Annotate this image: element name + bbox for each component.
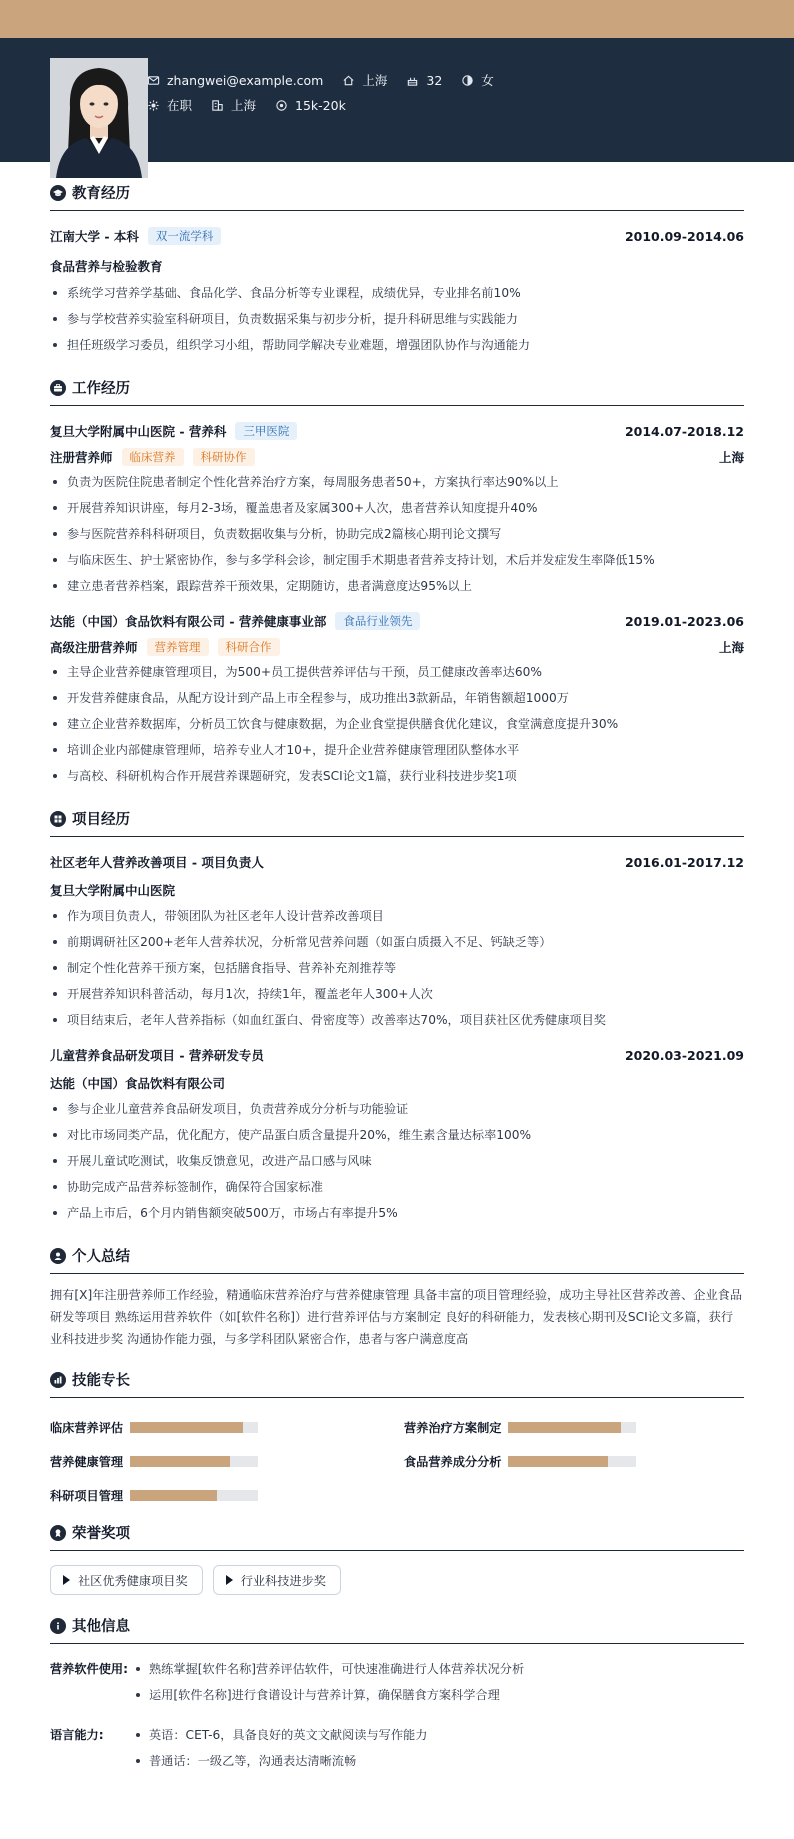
contact-text: 上海	[362, 73, 388, 88]
other-info-bullets	[133, 1656, 524, 1708]
project-bullet: 参与企业儿童营养食品研发项目，负责营养成分分析与功能验证	[50, 1096, 744, 1122]
project-bullets	[50, 903, 744, 1033]
contact-text: 32	[426, 72, 443, 88]
education-section-title: 教育经历	[50, 182, 744, 211]
project-name: 社区老年人营养改善项目 - 项目负责人	[50, 855, 264, 870]
education-entry	[50, 227, 744, 358]
work-bullet: 开发营养健康食品，从配方设计到产品上市全程参与，成功推出3款新品，年销售额超1000万	[50, 685, 744, 711]
project-org: 达能（中国）食品饮料有限公司	[50, 1076, 226, 1091]
contact-row-1	[146, 71, 512, 89]
work-list	[50, 422, 744, 789]
work-date: 2019.01-2023.06	[624, 613, 744, 629]
work-bullets	[50, 659, 744, 789]
graduation-cap-icon	[50, 185, 66, 201]
skill-bar	[508, 1456, 636, 1467]
contact-item	[146, 96, 192, 114]
work-bullet: 建立企业营养数据库，分析员工饮食与健康数据，为企业食堂提供膳食优化建议，食堂满意度提升30%	[50, 711, 744, 737]
project-bullet: 产品上市后，6个月内销售额突破500万，市场占有率提升5%	[50, 1200, 744, 1226]
skills-section-title: 技能专长	[50, 1369, 744, 1398]
gender-icon	[460, 73, 474, 87]
honors-list	[50, 1565, 744, 1595]
honors-section-title: 荣誉奖项	[50, 1522, 744, 1551]
avatar-photo	[50, 58, 148, 178]
position-title: 高级注册营养师	[50, 640, 138, 655]
other-section-title: 其他信息	[50, 1615, 744, 1644]
project-date: 2016.01-2017.12	[624, 854, 744, 870]
profile-header	[0, 38, 794, 162]
project-bullet: 开展儿童试吃测试，收集反馈意见，改进产品口感与风味	[50, 1148, 744, 1174]
position-tag: 科研协作	[193, 448, 255, 466]
project-name: 儿童营养食品研发项目 - 营养研发专员	[50, 1048, 264, 1063]
school-tag: 双一流学科	[148, 227, 222, 245]
other-info-label: 语言能力:	[50, 1728, 104, 1742]
skill-item	[50, 1478, 404, 1512]
summary-section-title: 个人总结	[50, 1245, 744, 1274]
other-info-item: 普通话：一级乙等，沟通表达清晰流畅	[133, 1748, 427, 1774]
contact-item	[274, 98, 346, 113]
work-bullet: 与临床医生、护士紧密协作，参与多学科会诊，制定围手术期患者营养支持计划，术后并发症发生率降低15%	[50, 547, 744, 573]
skill-name: 临床营养评估	[50, 1420, 124, 1435]
other-info-list	[50, 1656, 744, 1774]
work-bullet: 开展营养知识讲座，每月2-3场，覆盖患者及家属300+人次，患者营养认知度提升40%	[50, 495, 744, 521]
skill-bar	[130, 1490, 258, 1501]
skill-bar-fill	[130, 1422, 243, 1433]
skill-bar-fill	[508, 1456, 608, 1467]
company-tag: 食品行业领先	[335, 612, 420, 630]
school-name: 江南大学 - 本科	[50, 229, 139, 244]
honor-name: 行业科技进步奖	[240, 1573, 326, 1588]
contact-item	[405, 73, 442, 88]
skill-bar-fill	[130, 1456, 230, 1467]
mail-icon	[146, 73, 160, 87]
skill-item	[404, 1444, 744, 1478]
education-major: 食品营养与检验教育	[50, 259, 163, 274]
project-bullet: 作为项目负责人，带领团队为社区老年人设计营养改善项目	[50, 903, 744, 929]
position-title: 注册营养师	[50, 450, 113, 465]
position-tag: 营养管理	[147, 638, 209, 656]
company-tag: 三甲医院	[235, 422, 297, 440]
skill-item	[50, 1410, 404, 1444]
skill-bar	[130, 1422, 258, 1433]
award-icon	[50, 1525, 66, 1541]
project-bullet: 制定个性化营养干预方案，包括膳食指导、营养补充剂推荐等	[50, 955, 744, 981]
age-icon	[405, 73, 419, 87]
play-triangle-icon	[63, 1575, 70, 1585]
position-tag: 科研合作	[218, 638, 280, 656]
contact-item	[460, 71, 494, 89]
project-bullet: 协助完成产品营养标签制作，确保符合国家标准	[50, 1174, 744, 1200]
work-bullet: 与高校、科研机构合作开展营养课题研究，发表SCI论文1篇，获行业科技进步奖1项	[50, 763, 744, 789]
work-bullet: 培训企业内部健康管理师，培养专业人才10+，提升企业营养健康管理团队整体水平	[50, 737, 744, 763]
work-section-title: 工作经历	[50, 377, 744, 406]
play-triangle-icon	[226, 1575, 233, 1585]
work-location: 上海	[718, 640, 744, 655]
project-date: 2020.03-2021.09	[624, 1047, 744, 1063]
project-entry	[50, 1046, 744, 1226]
honor-badge	[50, 1565, 203, 1595]
project-bullet: 前期调研社区200+老年人营养状况，分析常见营养问题（如蛋白质摄入不足、钙缺乏等）	[50, 929, 744, 955]
summary-text: 拥有[X]年注册营养师工作经验，精通临床营养治疗与营养健康管理 具备丰富的项目管理经验，成功主导社区营养改善、企业食品研发等项目 熟练运用营养软件（如[软件名称]）进行营养评估与方案制定 良好的科研能力，发表核心期刊及SCI论文多篇，获行业科技进步奖 沟通协作能力强，与多学科团队紧密合作，患者与客户满意度高	[50, 1288, 743, 1346]
contact-row-2	[146, 96, 364, 114]
work-entry	[50, 612, 744, 789]
projects-section-title: 项目经历	[50, 808, 744, 837]
project-list	[50, 853, 744, 1226]
skill-bar	[130, 1456, 258, 1467]
briefcase-icon	[50, 380, 66, 396]
contact-text: 在职	[167, 98, 193, 113]
other-info-label: 营养软件使用:	[50, 1662, 128, 1676]
grid-icon	[50, 811, 66, 827]
company-name: 达能（中国）食品饮料有限公司 - 营养健康事业部	[50, 614, 327, 629]
bar-chart-icon	[50, 1372, 66, 1388]
honor-badge	[213, 1565, 341, 1595]
honor-name: 社区优秀健康项目奖	[78, 1573, 188, 1588]
work-location: 上海	[718, 450, 744, 465]
contact-text: 女	[481, 73, 494, 88]
work-bullet: 主导企业营养健康管理项目，为500+员工提供营养评估与干预，员工健康改善率达60%	[50, 659, 744, 685]
skills-grid	[50, 1410, 744, 1512]
education-bullet: 担任班级学习委员，组织学习小组，帮助同学解决专业难题，增强团队协作与沟通能力	[50, 332, 744, 358]
project-entry	[50, 853, 744, 1033]
skill-item	[50, 1444, 404, 1478]
contact-text: zhangwei@example.com	[167, 72, 324, 88]
company-name: 复旦大学附属中山医院 - 营养科	[50, 424, 227, 439]
project-bullet: 项目结束后，老年人营养指标（如血红蛋白、骨密度等）改善率达70%，项目获社区优秀健康项目奖	[50, 1007, 744, 1033]
education-bullet: 参与学校营养实验室科研项目，负责数据采集与初步分析，提升科研思维与实践能力	[50, 306, 744, 332]
work-date: 2014.07-2018.12	[624, 423, 744, 439]
skill-name: 营养健康管理	[50, 1454, 124, 1469]
resume-body	[50, 162, 744, 1774]
project-bullets	[50, 1096, 744, 1226]
position-tag: 临床营养	[122, 448, 184, 466]
other-info-group	[50, 1656, 744, 1708]
skill-name: 食品营养成分分析	[404, 1454, 502, 1469]
user-icon	[50, 1248, 66, 1264]
skill-name: 营养治疗方案制定	[404, 1420, 502, 1435]
skill-name: 科研项目管理	[50, 1488, 124, 1503]
work-bullets	[50, 469, 744, 599]
education-bullets	[50, 280, 744, 358]
avatar-portrait-illustration	[50, 58, 148, 178]
other-info-group	[50, 1722, 744, 1774]
other-info-item: 运用[软件名称]进行食谱设计与营养计算，确保膳食方案科学合理	[133, 1682, 524, 1708]
status-icon	[146, 98, 160, 112]
work-bullet: 负责为医院住院患者制定个性化营养治疗方案，每周服务患者50+，方案执行率达90%以上	[50, 469, 744, 495]
salary-icon	[274, 98, 288, 112]
skill-bar-fill	[130, 1490, 217, 1501]
contact-text: 15k-20k	[295, 97, 346, 113]
contact-item	[146, 73, 323, 88]
skill-bar-fill	[508, 1422, 621, 1433]
building-icon	[210, 98, 224, 112]
home-icon	[341, 73, 355, 87]
contact-item	[341, 71, 387, 89]
skill-bar	[508, 1422, 636, 1433]
project-bullet: 对比市场同类产品，优化配方，使产品蛋白质含量提升20%，维生素含量达标率100%	[50, 1122, 744, 1148]
info-icon	[50, 1618, 66, 1634]
project-org: 复旦大学附属中山医院	[50, 883, 176, 898]
project-bullet: 开展营养知识科普活动，每月1次，持续1年，覆盖老年人300+人次	[50, 981, 744, 1007]
contact-text: 上海	[231, 98, 257, 113]
other-info-item: 英语：CET-6，具备良好的英文文献阅读与写作能力	[133, 1722, 427, 1748]
other-info-item: 熟练掌握[软件名称]营养评估软件，可快速准确进行人体营养状况分析	[133, 1656, 524, 1682]
work-bullet: 建立患者营养档案，跟踪营养干预效果，定期随访，患者满意度达95%以上	[50, 573, 744, 599]
other-info-bullets	[133, 1722, 427, 1774]
education-bullet: 系统学习营养学基础、食品化学、食品分析等专业课程，成绩优异，专业排名前10%	[50, 280, 744, 306]
contact-item	[210, 96, 256, 114]
top-accent-band	[0, 0, 794, 38]
education-date: 2010.09-2014.06	[624, 228, 744, 244]
skill-item	[404, 1410, 744, 1444]
work-entry	[50, 422, 744, 599]
work-bullet: 参与医院营养科科研项目，负责数据收集与分析，协助完成2篇核心期刊论文撰写	[50, 521, 744, 547]
